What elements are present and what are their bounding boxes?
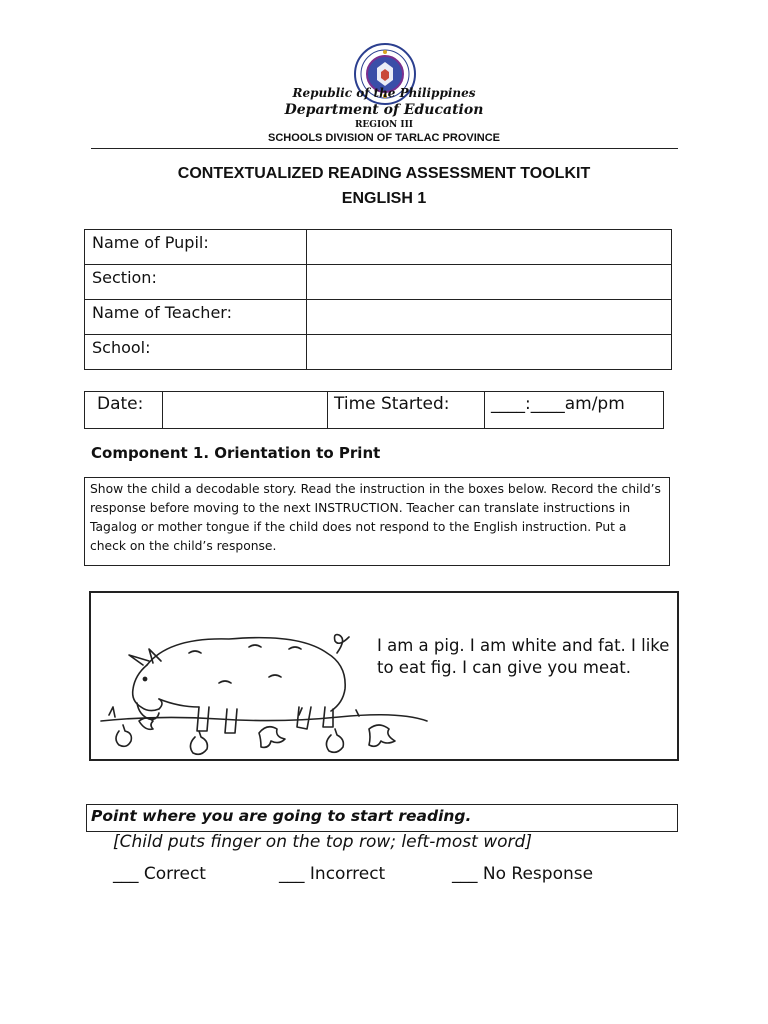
school-field[interactable] [307, 335, 672, 370]
name-of-teacher-label: Name of Teacher: [85, 300, 307, 335]
name-of-pupil-label: Name of Pupil: [85, 230, 307, 265]
section-field[interactable] [307, 265, 672, 300]
header-region: REGION III [354, 120, 414, 130]
header-republic: Republic of the Philippines [292, 86, 476, 100]
school-label: School: [85, 335, 307, 370]
instructions-box: Show the child a decodable story. Read the instruction in the boxes below. Record the child’s response before moving to the next INSTRUCTION. Teacher can translate instructions in Tagalog or mother tongue if the child does not respond to the English instruction. Put a check on the child’s response. [84, 477, 670, 566]
option-no-response[interactable]: ___ No Response [452, 864, 594, 884]
pig-illustration [99, 603, 429, 758]
name-of-teacher-field[interactable] [307, 300, 672, 335]
date-time-table [84, 391, 664, 429]
time-started-label: Time Started: [328, 392, 485, 429]
table-row [85, 230, 672, 265]
date-label: Date: [85, 392, 163, 429]
table-row [85, 265, 672, 300]
time-started-field[interactable]: ____:____am/pm [485, 392, 664, 429]
name-of-pupil-field[interactable] [307, 230, 672, 265]
task-note: [Child puts finger on the top row; left-most word] [113, 832, 532, 852]
component-title: Component 1. Orientation to Print [91, 444, 381, 462]
option-incorrect[interactable]: ___ Incorrect [279, 864, 386, 884]
story-text: I am a pig. I am white and fat. I like to eat fig. I can give you meat. [377, 636, 670, 677]
option-correct[interactable]: ___ Correct [113, 864, 206, 884]
document-subject: ENGLISH 1 [341, 190, 427, 207]
header-division: SCHOOLS DIVISION OF TARLAC PROVINCE [267, 132, 501, 144]
header-divider [91, 148, 678, 149]
document-title: CONTEXTUALIZED READING ASSESSMENT TOOLKIT [177, 165, 591, 182]
table-row [85, 335, 672, 370]
table-row [85, 392, 664, 429]
table-row [85, 300, 672, 335]
date-field[interactable] [163, 392, 328, 429]
header-department: Department of Education [284, 102, 484, 118]
story-box [89, 591, 679, 761]
pupil-info-table [84, 229, 672, 370]
task-prompt: Point where you are going to start reading. [86, 804, 678, 832]
section-label: Section: [85, 265, 307, 300]
